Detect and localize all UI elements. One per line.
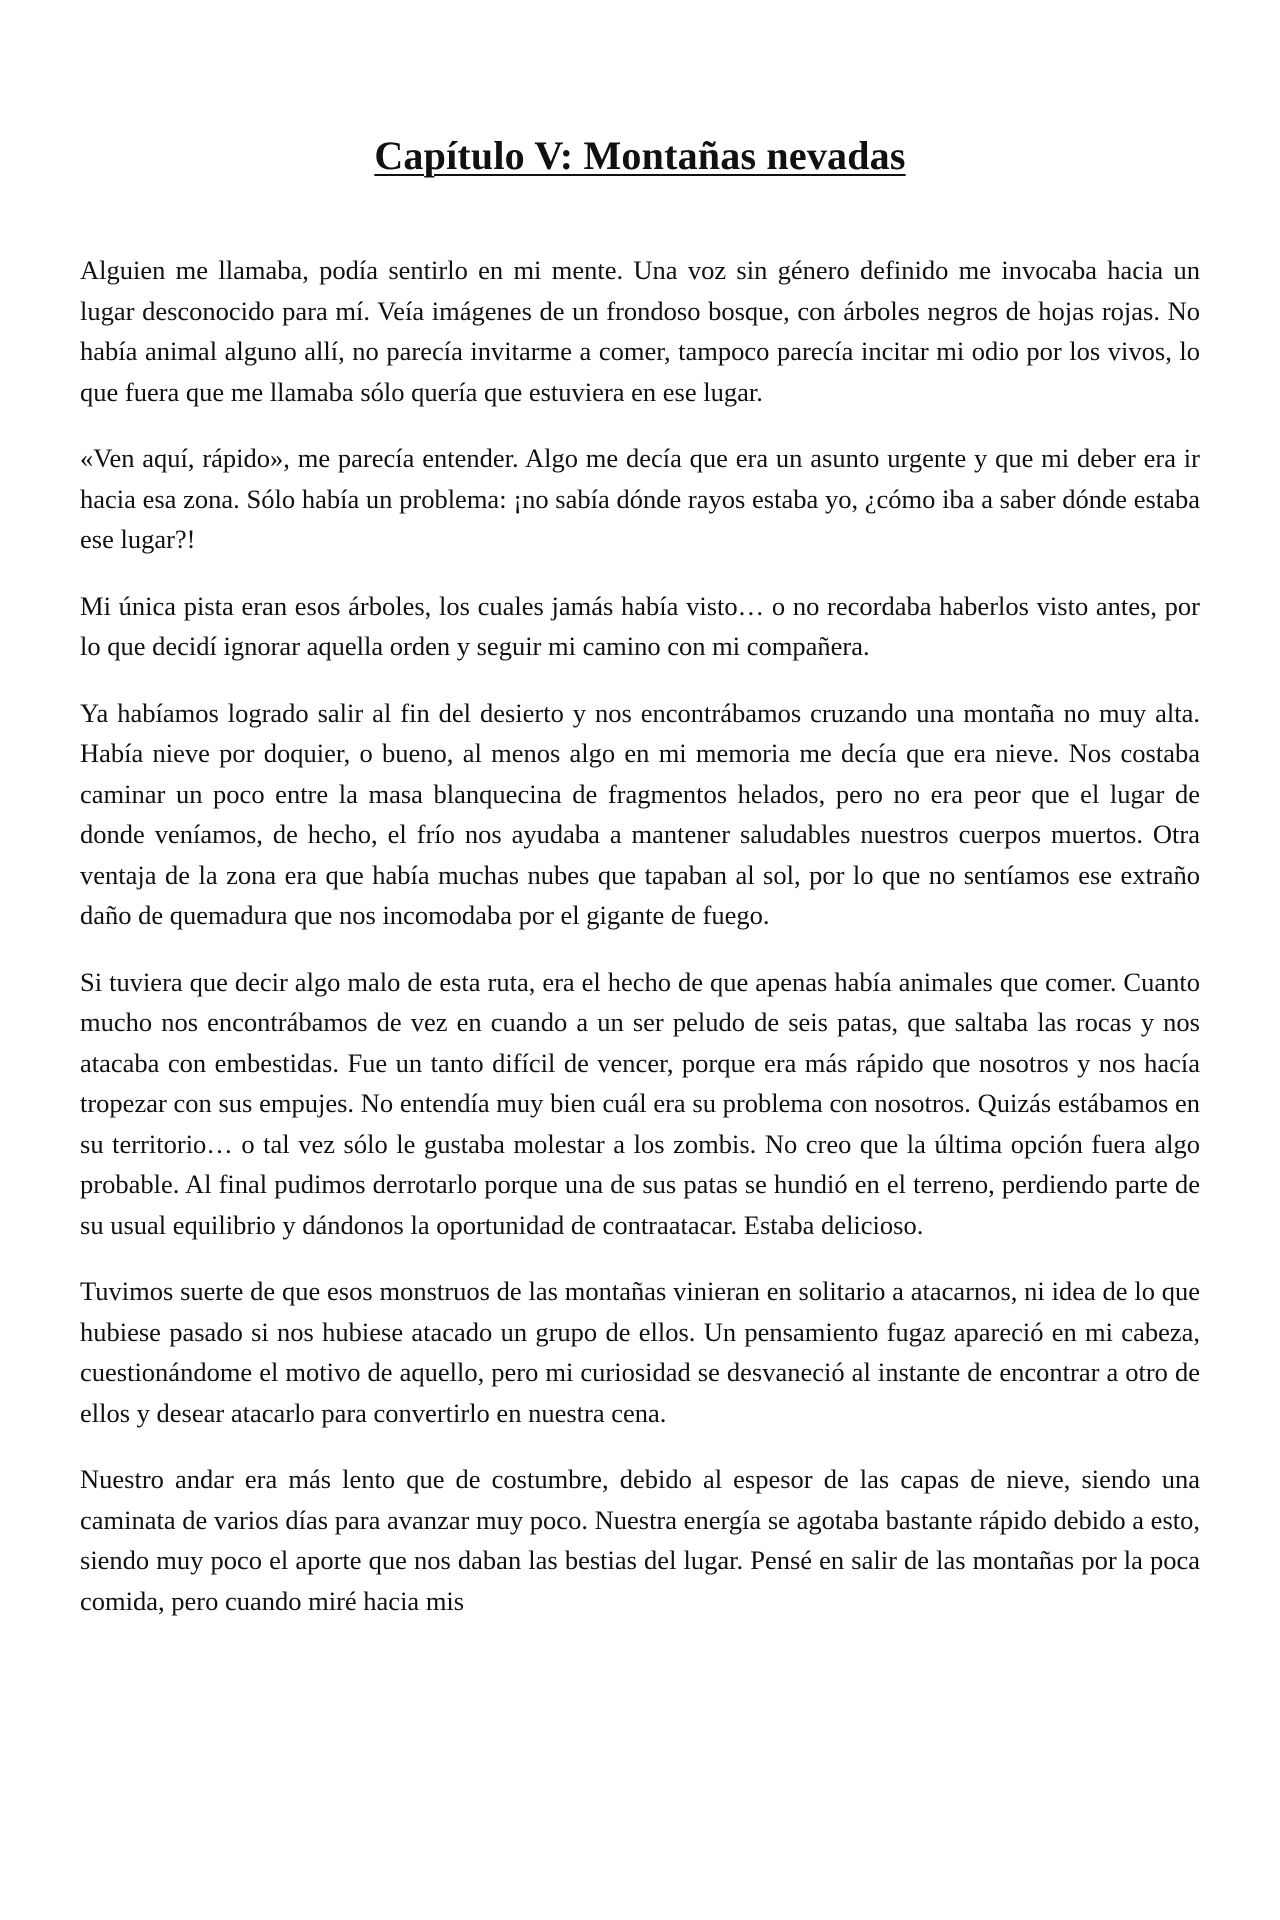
paragraph: Alguien me llamaba, podía sentirlo en mi mente. Una voz sin género definido me invocaba hacia un lugar desconocido para mí. Veía imágenes de un frondoso bosque, con árboles negros de hojas rojas. No había animal alguno allí, no parecía invitarme a comer, tampoco parecía incitar mi odio por los vivos, lo que fuera que me llamaba sólo quería que estuviera en ese lugar.	[80, 255, 1200, 407]
paragraph: Mi única pista eran esos árboles, los cuales jamás había visto… o no recordaba haberlos visto antes, por lo que decidí ignorar aquella orden y seguir mi camino con mi compañera.	[80, 590, 1200, 661]
paragraph: Tuvimos suerte de que esos monstruos de las montañas vinieran en solitario a atacarnos, ni idea de lo que hubiese pasado si nos hubiese atacado un grupo de ellos. Un pensamiento fugaz apareció en mi cabeza, cuestionándome el motivo de aquello, pero mi curiosidad se desvaneció al instante de encontrar a otro de ellos y desear atacarlo para convertirlo en nuestra cena.	[80, 1276, 1200, 1428]
paragraph: Si tuviera que decir algo malo de esta ruta, era el hecho de que apenas había animales que comer. Cuanto mucho nos encontrábamos de vez en cuando a un ser peludo de seis patas, que saltaba las rocas y nos atacaba con embestidas. Fue un tanto difícil de vencer, porque era más rápido que nosotros y nos hacía tropezar con sus empujes. No entendía muy bien cuál era su problema con nosotros. Quizás estábamos en su territorio… o tal vez sólo le gustaba molestar a los zombis. No creo que la última opción fuera algo probable. Al final pudimos derrotarlo porque una de sus patas se hundió en el terreno, perdiendo parte de su usual equilibrio y dándonos la oportunidad de contraatacar. Estaba delicioso.	[80, 966, 1200, 1240]
paragraph: Ya habíamos logrado salir al fin del desierto y nos encontrábamos cruzando una montaña no muy alta. Había nieve por doquier, o bueno, al menos algo en mi memoria me decía que era nieve. Nos costaba caminar un poco entre la masa blanquecina de fragmentos helados, pero no era peor que el lugar de donde veníamos, de hecho, el frío nos ayudaba a mantener saludables nuestros cuerpos muertos. Otra ventaja de la zona era que había muchas nubes que tapaban al sol, por lo que no sentíamos ese extraño daño de quemadura que nos incomodaba por el gigante de fuego.	[80, 697, 1200, 930]
chapter-title: Capítulo V: Montañas nevadas	[374, 133, 906, 178]
paragraph: «Ven aquí, rápido», me parecía entender. Algo me decía que era un asunto urgente y que mi deber era ir hacia esa zona. Sólo había un problema: ¡no sabía dónde rayos estaba yo, ¿cómo iba a saber dónde estaba ese lugar?!	[80, 443, 1200, 554]
paragraph: Nuestro andar era más lento que de costumbre, debido al espesor de las capas de nieve, siendo una caminata de varios días para avanzar muy poco. Nuestra energía se agotaba bastante rápido debido a esto, siendo muy poco el aporte que nos daban las bestias del lugar. Pensé en salir de las montañas por la poca comida, pero cuando miré hacia mis	[80, 1464, 1200, 1616]
chapter-body	[80, 250, 1200, 1647]
